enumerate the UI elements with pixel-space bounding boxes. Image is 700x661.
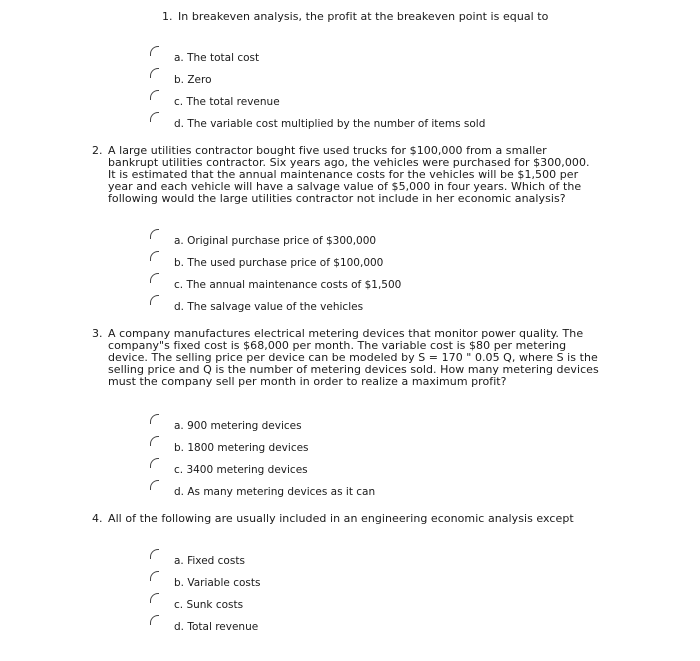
question-number: 1. (162, 10, 173, 23)
option-label: d. The salvage value of the vehicles (174, 301, 364, 313)
option-label: c. The annual maintenance costs of $1,500 (174, 279, 402, 291)
radio-button[interactable] (150, 571, 159, 581)
radio-button[interactable] (150, 46, 159, 56)
option-label: a. 900 metering devices (174, 420, 302, 432)
option-label: a. The total cost (174, 52, 260, 64)
radio-button[interactable] (150, 615, 159, 625)
option-label: c. 3400 metering devices (174, 464, 308, 476)
option-label: c. Sunk costs (174, 599, 244, 611)
question-text: All of the following are usually included in an engineering economic analysis except (108, 512, 574, 525)
radio-button[interactable] (150, 251, 159, 261)
radio-button[interactable] (150, 229, 159, 239)
option-label: d. Total revenue (174, 621, 259, 633)
option-label: a. Fixed costs (174, 555, 245, 567)
radio-button[interactable] (150, 436, 159, 446)
option-label: b. The used purchase price of $100,000 (174, 257, 384, 269)
radio-button[interactable] (150, 112, 159, 122)
question-number: 3. (92, 327, 103, 340)
radio-button[interactable] (150, 273, 159, 283)
radio-button[interactable] (150, 90, 159, 100)
option-label: b. Zero (174, 74, 212, 86)
radio-button[interactable] (150, 593, 159, 603)
option-label: c. The total revenue (174, 96, 280, 108)
option-label: a. Original purchase price of $300,000 (174, 235, 377, 247)
radio-button[interactable] (150, 458, 159, 468)
question-number: 4. (92, 512, 103, 525)
question-3 (92, 328, 604, 388)
question-number: 2. (92, 144, 103, 157)
option-label: d. The variable cost multiplied by the number of items sold (174, 118, 486, 130)
question-1 (162, 11, 682, 23)
option-label: d. As many metering devices as it can (174, 486, 376, 498)
radio-button[interactable] (150, 480, 159, 490)
radio-button[interactable] (150, 549, 159, 559)
question-2 (92, 145, 597, 205)
question-text: A large utilities contractor bought five used trucks for $100,000 from a smaller bankrupt utilities contractor. Six years ago, the vehicles were purchased for $300,000. It is estimated that the annual maintenance costs for the vehicles will be $1,500 per year and each vehicle will have a salvage value of $5,000 in four years. Which of the following would the large utilities contractor not include in her economic analysis? (108, 144, 590, 205)
radio-button[interactable] (150, 295, 159, 305)
question-text: A company manufactures electrical metering devices that monitor power quality. The company"s fixed cost is $68,000 per month. The variable cost is $80 per metering device. The selling price per device can be modeled by S = 170 " 0.05 Q, where S is the selling price and Q is the number of metering devices sold. How many metering devices must the company sell per month in order to realize a maximum profit? (108, 327, 599, 388)
radio-button[interactable] (150, 68, 159, 78)
radio-button[interactable] (150, 414, 159, 424)
question-4 (92, 513, 652, 525)
option-label: b. 1800 metering devices (174, 442, 309, 454)
question-text: In breakeven analysis, the profit at the breakeven point is equal to (178, 10, 549, 23)
option-label: b. Variable costs (174, 577, 261, 589)
